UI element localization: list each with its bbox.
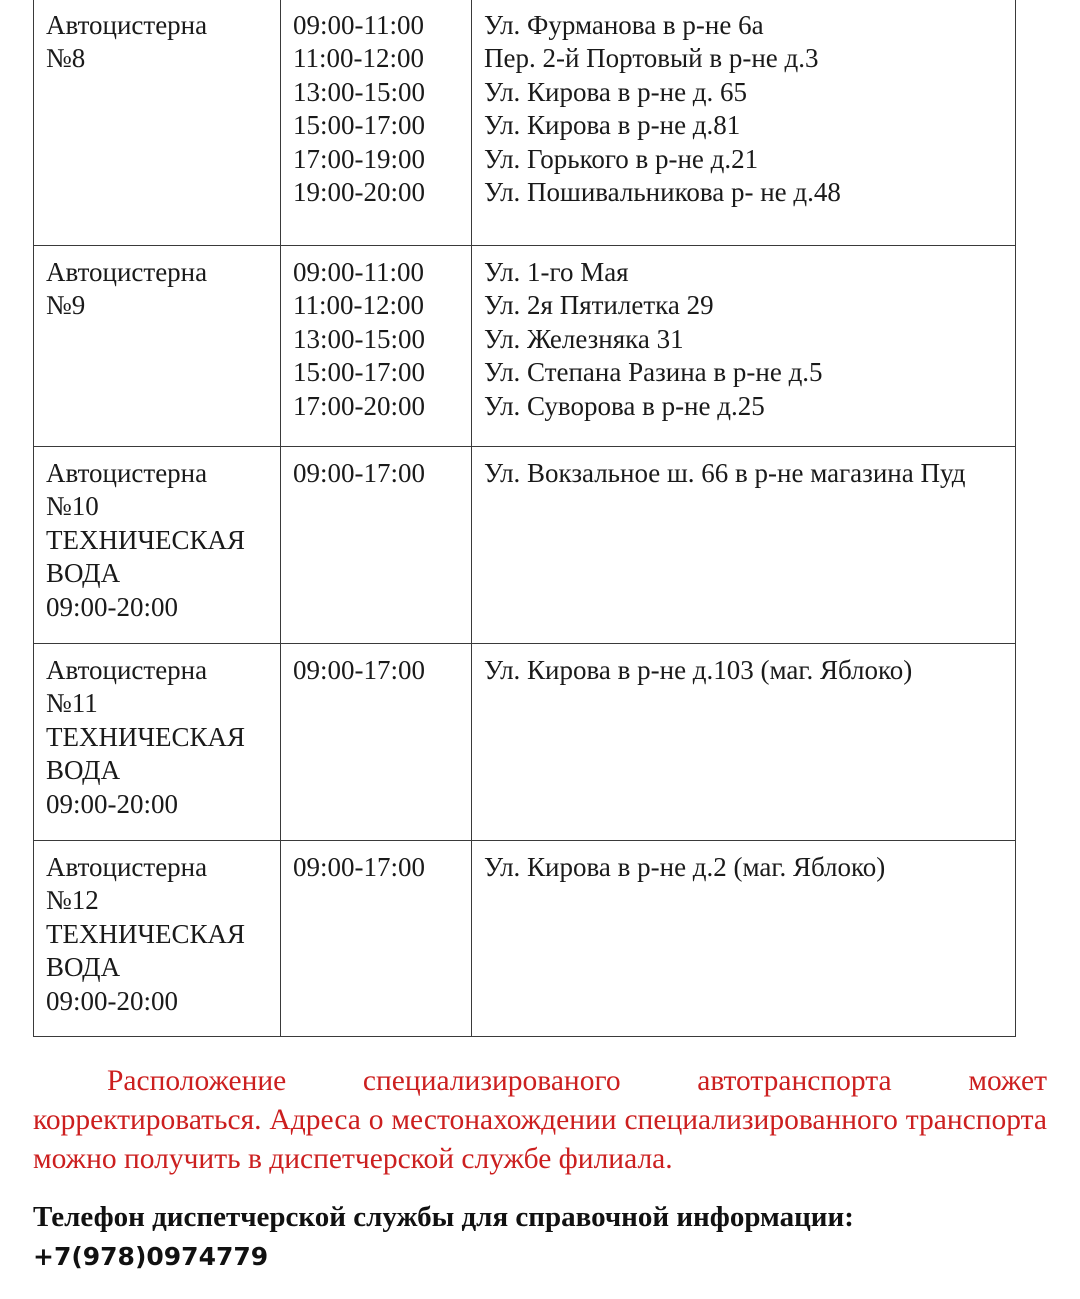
address-cell [472,0,1016,246]
address-line: Ул. Суворова в р-не д.25 [484,390,765,421]
location-notice: Расположение специализированого автотранспорта может корректироваться. Адреса о местонахождении специализированного транспорта можно получить в диспетчерской службе филиала. [33,1065,1047,1175]
address-line: Ул. 2я Пятилетка 29 [484,290,714,321]
time-slot: 09:00-17:00 [293,852,425,882]
vehicle-line: №8 [46,43,86,74]
vehicle-cell [34,246,281,447]
address-cell [472,841,1016,1037]
table-row [34,644,1016,841]
time-slot: 11:00-12:00 [293,290,424,321]
address-line: Ул. Кирова в р-не д. 65 [484,76,748,107]
time-slot: 11:00-12:00 [293,43,424,74]
vehicle-line: Автоцистерна [46,458,208,488]
vehicle-line: 09:00-20:00 [46,788,178,819]
vehicle-line: ВОДА [46,755,121,786]
address-cell [472,447,1016,644]
time-slot: 17:00-20:00 [293,390,425,421]
time-slot: 17:00-19:00 [293,143,425,174]
address-line: Ул. 1-го Мая [484,257,629,287]
vehicle-line: Автоцистерна [46,852,208,882]
address-line: Ул. Железняка 31 [484,323,684,354]
phone-number: +7(978)0974779 [33,1242,269,1271]
address-line: Ул. Вокзальное ш. 66 в р-не магазина Пуд [484,458,966,488]
time-slot: 13:00-15:00 [293,323,425,354]
vehicle-line: №11 [46,688,98,719]
address-line: Ул. Кирова в р-не д.103 (маг. Яблоко) [484,655,913,685]
vehicle-line: 09:00-20:00 [46,985,178,1016]
schedule-table [33,0,1016,1037]
address-line: Пер. 2-й Портовый в р-не д.3 [484,43,819,74]
time-cell [281,447,472,644]
address-line: Ул. Фурманова в р-не 6а [484,10,764,40]
vehicle-line: Автоцистерна [46,655,208,685]
time-cell [281,0,472,246]
table-row [34,447,1016,644]
table-row [34,246,1016,447]
address-cell [472,246,1016,447]
vehicle-line: Автоцистерна [46,10,208,40]
vehicle-line: ТЕХНИЧЕСКАЯ [46,721,246,752]
time-slot: 09:00-17:00 [293,458,425,488]
table-row [34,841,1016,1037]
contact-label: Телефон диспетчерской службы для справочной информации: [33,1201,854,1233]
time-slot: 13:00-15:00 [293,76,425,107]
vehicle-line: ВОДА [46,952,121,983]
vehicle-line: №9 [46,290,86,321]
vehicle-line: Автоцистерна [46,257,208,287]
address-line: Ул. Горького в р-не д.21 [484,143,759,174]
time-slot: 09:00-11:00 [293,10,424,40]
address-line: Ул. Кирова в р-не д.2 (маг. Яблоко) [484,852,886,882]
vehicle-line: ТЕХНИЧЕСКАЯ [46,524,246,555]
vehicle-line: 09:00-20:00 [46,591,178,622]
time-slot: 09:00-11:00 [293,257,424,287]
vehicle-line: №12 [46,885,99,916]
address-line: Ул. Кирова в р-не д.81 [484,110,741,141]
time-slot: 09:00-17:00 [293,655,425,685]
vehicle-line: ВОДА [46,558,121,589]
time-cell [281,246,472,447]
time-cell [281,644,472,841]
address-cell [472,644,1016,841]
table-row [34,0,1016,246]
time-slot: 15:00-17:00 [293,357,425,388]
vehicle-cell [34,447,281,644]
time-cell [281,841,472,1037]
vehicle-cell [34,841,281,1037]
time-slot: 19:00-20:00 [293,177,425,208]
vehicle-cell [34,0,281,246]
address-line: Ул. Степана Разина в р-не д.5 [484,357,823,388]
vehicle-cell [34,644,281,841]
time-slot: 15:00-17:00 [293,110,425,141]
vehicle-line: ТЕХНИЧЕСКАЯ [46,918,246,949]
address-line: Ул. Пошивальникова р- не д.48 [484,177,841,208]
vehicle-line: №10 [46,491,99,522]
contact-block [33,1198,1063,1276]
